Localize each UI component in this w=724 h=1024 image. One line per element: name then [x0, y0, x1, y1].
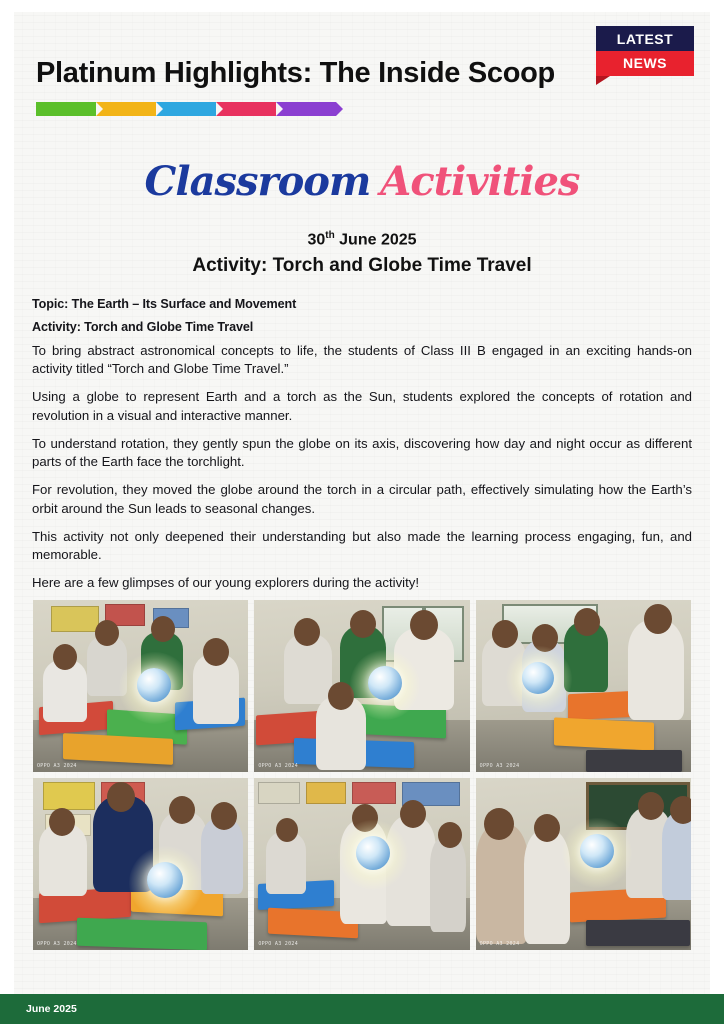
latest-news-badge: [596, 26, 694, 76]
photo-stamp: OPPO A3 2024: [258, 941, 299, 947]
paragraph-5: This activity not only deepened their understanding but also made the learning process engaging, fun, and memorable.: [32, 528, 692, 563]
wall-poster: [352, 782, 396, 804]
student-head: [151, 616, 175, 642]
chevron-segment-2: [96, 102, 156, 116]
student-head: [203, 638, 229, 666]
photo-2: [254, 600, 469, 772]
globe: [137, 668, 171, 702]
chevron-segment-3: [156, 102, 216, 116]
chevron-segment-5: [276, 102, 336, 116]
photo-4: [33, 778, 248, 950]
student-head: [574, 608, 600, 636]
paragraph-3: To understand rotation, they gently spun the globe on its axis, discovering how day and night occur as different parts of the Earth face the torchlight.: [32, 435, 692, 470]
page-margin-right: [710, 0, 724, 994]
latest-news-line2: NEWS: [596, 51, 694, 76]
wall-poster: [51, 606, 99, 632]
student-head: [492, 620, 518, 648]
footer-label: June 2025: [26, 1003, 77, 1015]
student-head: [484, 808, 514, 840]
wall-poster: [43, 782, 95, 810]
student-head: [107, 782, 135, 812]
photo-grid: [33, 600, 691, 950]
page-title: Platinum Highlights: The Inside Scoop: [36, 57, 555, 89]
topic-label: Topic: The Earth – Its Surface and Movement: [32, 297, 297, 311]
photo-stamp: OPPO A3 2024: [479, 763, 520, 769]
student-head: [53, 644, 77, 670]
photo-stamp: OPPO A3 2024: [479, 941, 520, 947]
latest-news-line1: LATEST: [596, 26, 694, 51]
chevron-divider: [36, 102, 336, 116]
student-head: [644, 604, 672, 634]
page-margin-left: [0, 0, 14, 994]
chevron-segment-1: [36, 102, 96, 116]
activity-date: [0, 230, 724, 249]
chevron-segment-4: [216, 102, 276, 116]
section-heading-word-1: Classroom: [144, 158, 371, 205]
desk: [77, 918, 207, 950]
photo-6: [476, 778, 691, 950]
paragraph-2: Using a globe to represent Earth and a torch as the Sun, students explored the concepts of rotation and revolution in a visual and interactive manner.: [32, 389, 692, 423]
wall-poster: [258, 782, 300, 804]
wall-poster: [306, 782, 346, 804]
activity-date-month: June 2025: [334, 231, 417, 249]
student-head: [169, 796, 195, 824]
page-margin-top: [0, 0, 724, 12]
paragraph-6: Here are a few glimpses of our young explorers during the activity!: [32, 575, 420, 591]
photo-5: [254, 778, 469, 950]
desk: [554, 717, 654, 750]
student: [662, 812, 691, 900]
student-head: [670, 796, 691, 824]
globe: [147, 862, 183, 898]
student-head: [534, 814, 560, 842]
student-head: [638, 792, 664, 820]
activity-title: Activity: Torch and Globe Time Travel: [192, 255, 532, 276]
footer: [0, 994, 724, 1024]
student: [476, 824, 528, 944]
globe: [580, 834, 614, 868]
desk: [586, 920, 690, 946]
student-head: [49, 808, 75, 836]
photo-stamp: OPPO A3 2024: [37, 763, 77, 769]
photo-stamp: OPPO A3 2024: [37, 941, 77, 947]
section-heading-word-2: Activities: [380, 158, 580, 205]
student: [430, 836, 466, 932]
paragraph-4: For revolution, they moved the globe around the torch in a circular path, effectively simulating how the Earth’s orbit around the Sun leads to seasonal changes.: [32, 482, 692, 516]
activity-date-suffix: th: [325, 230, 335, 241]
article-body: [32, 296, 692, 602]
student-head: [95, 620, 119, 646]
activity-date-day: 30: [307, 231, 326, 249]
paragraph-1: To bring abstract astronomical concepts to life, the students of Class III B engaged in an exciting hands-on activity titled “Torch and Globe Time Travel.”: [32, 342, 692, 377]
photo-stamp: OPPO A3 2024: [258, 763, 299, 769]
student-head: [211, 802, 237, 830]
activity-label: Activity: Torch and Globe Time Travel: [32, 319, 254, 334]
student: [628, 620, 684, 720]
masthead: [36, 58, 688, 116]
photo-3: [476, 600, 691, 772]
photo-1: [33, 600, 248, 772]
globe: [522, 662, 554, 694]
section-heading: [0, 158, 724, 205]
desk: [586, 750, 682, 772]
